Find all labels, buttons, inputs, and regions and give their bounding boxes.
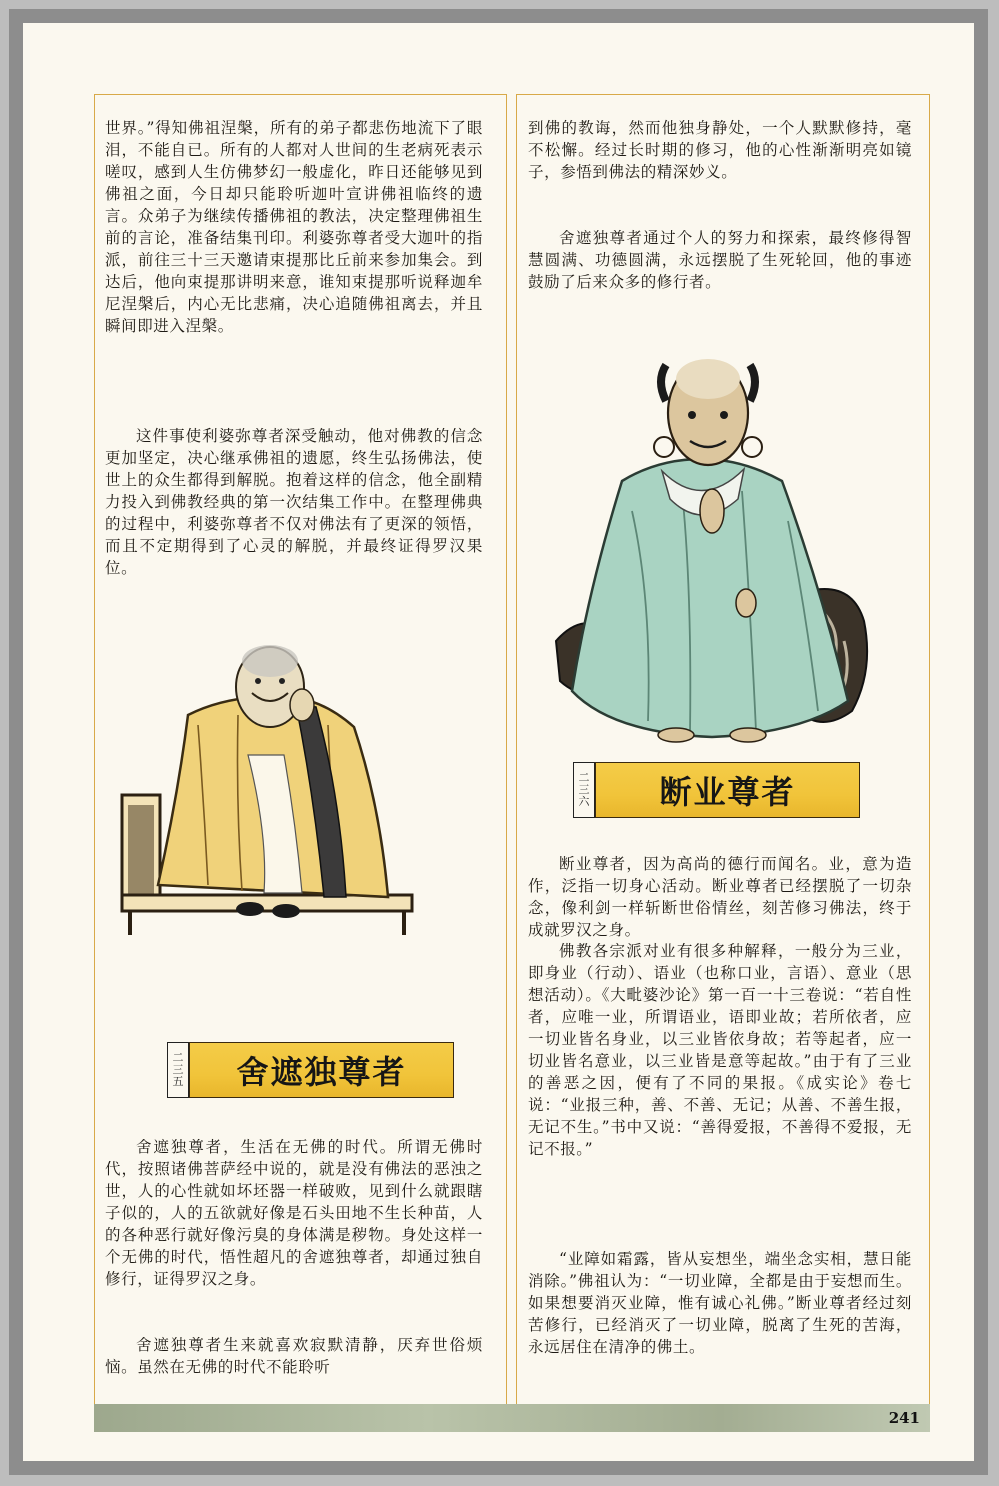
section-number-235	[167, 1042, 189, 1098]
left-paragraph-2: 这件事使利婆弥尊者深受触动，他对佛教的信念更加坚定，决心继承佛祖的遗愿，终生弘扬佛法，使世上的众生都得到解脱。抱着这样的信念，他全副精力投入到佛教经典的第一次结集工作中。在整理佛典的过程中，利婆弥尊者不仅对佛法有了更深的领悟，而且不定期得到了心灵的解脱，并最终证得罗汉果位。	[105, 427, 483, 577]
book-page	[23, 23, 974, 1461]
section-number-char: 二	[578, 771, 590, 784]
section-number-char: 六	[578, 795, 590, 808]
section-number-236	[573, 762, 595, 818]
section-title-duanye: 断业尊者	[595, 762, 860, 818]
section-number-char: 三	[578, 783, 590, 796]
section-number-char: 二	[172, 1051, 184, 1064]
page-frame	[9, 9, 988, 1475]
right-paragraph-1: 到佛的教诲，然而他独身静处，一个人默默修持，毫不松懈。经过长时期的修习，他的心性渐渐明亮如镜子，参悟到佛法的精深妙义。	[528, 119, 912, 181]
section-banner-236	[573, 762, 860, 818]
right-paragraph-2: 舍遮独尊者通过个人的努力和探索，最终修得智慧圆满、功德圆满，永远摆脱了生死轮回，他的事迹鼓励了后来众多的修行者。	[528, 229, 912, 291]
page-number: 241	[888, 1409, 920, 1427]
right-section-paragraph-2: 佛教各宗派对业有很多种解释，一般分为三业，即身业（行动）、语业（也称口业，言语）、意业（思想活动）。《大毗婆沙论》第一百一十三卷说：“若自性者，应唯一业，所谓语业，语即业故；若所依者，应一切业皆名身业，以三业皆依身故；若等起者，应一切业皆名意业，以三业皆是意等起故。”由于有了三业的善恶之因，便有了不同的果报。《成实论》卷七说：“业报三种，善、不善、无记；从善、不善生报，无记不生。”书中又说：“善得爱报，不善得不爱报，无记不报。”	[528, 942, 912, 1158]
section-number-char: 三	[172, 1063, 184, 1076]
section-number-char: 五	[172, 1075, 184, 1088]
left-paragraph-1: 世界。”得知佛祖涅槃，所有的弟子都悲伤地流下了眼泪，不能自已。所有的人都对人世间的生老病死表示嗟叹，感到人生仿佛梦幻一般虚化，昨日还能够见到佛祖之面，今日却只能聆听迦叶宣讲佛祖临终的遗言。众弟子为继续传播佛祖的教法，决定整理佛祖生前的言论，准备结集刊印。利婆弥尊者受大迦叶的指派，前往三十三天邀请束提那比丘前来参加集会。到达后，他向束提那讲明来意，谁知束提那听说释迦牟尼涅槃后，内心无比悲痛，决心追随佛祖离去，并且瞬间即进入涅槃。	[105, 119, 483, 335]
arhat-illustration-shezhedu	[118, 635, 418, 935]
footer-band	[94, 1404, 930, 1432]
section-banner-235	[167, 1042, 454, 1098]
left-section-paragraph-2: 舍遮独尊者生来就喜欢寂默清静，厌弃世俗烦恼。虽然在无佛的时代不能聆听	[105, 1336, 483, 1376]
arhat-illustration-duanye	[552, 341, 878, 749]
right-section-paragraph-1: 断业尊者，因为高尚的德行而闻名。业，意为造作，泛指一切身心活动。断业尊者已经摆脱了一切杂念，像利剑一样斩断世俗情丝，刻苦修习佛法，终于成就罗汉之身。	[528, 855, 912, 939]
left-section-paragraph-1: 舍遮独尊者，生活在无佛的时代。所谓无佛时代，按照诸佛菩萨经中说的，就是没有佛法的恶浊之世，人的心性就如坏坯器一样破败，见到什么就跟瞎子似的，人的五欲就好像是石头田地不生长种苗，人的各种恶行就好像污臭的身体满是秽物。身处这样一个无佛的时代，悟性超凡的舍遮独尊者，却通过独自修行，证得罗汉之身。	[105, 1138, 483, 1288]
section-title-shezhedu: 舍遮独尊者	[189, 1042, 454, 1098]
right-section-paragraph-3: “业障如霜露，皆从妄想坐，端坐念实相，慧日能消除。”佛祖认为：“一切业障，全都是由于妄想而生。如果想要消灭业障，惟有诚心礼佛。”断业尊者经过刻苦修行，已经消灭了一切业障，脱离了生死的苦海，永远居住在清净的佛土。	[528, 1250, 912, 1356]
